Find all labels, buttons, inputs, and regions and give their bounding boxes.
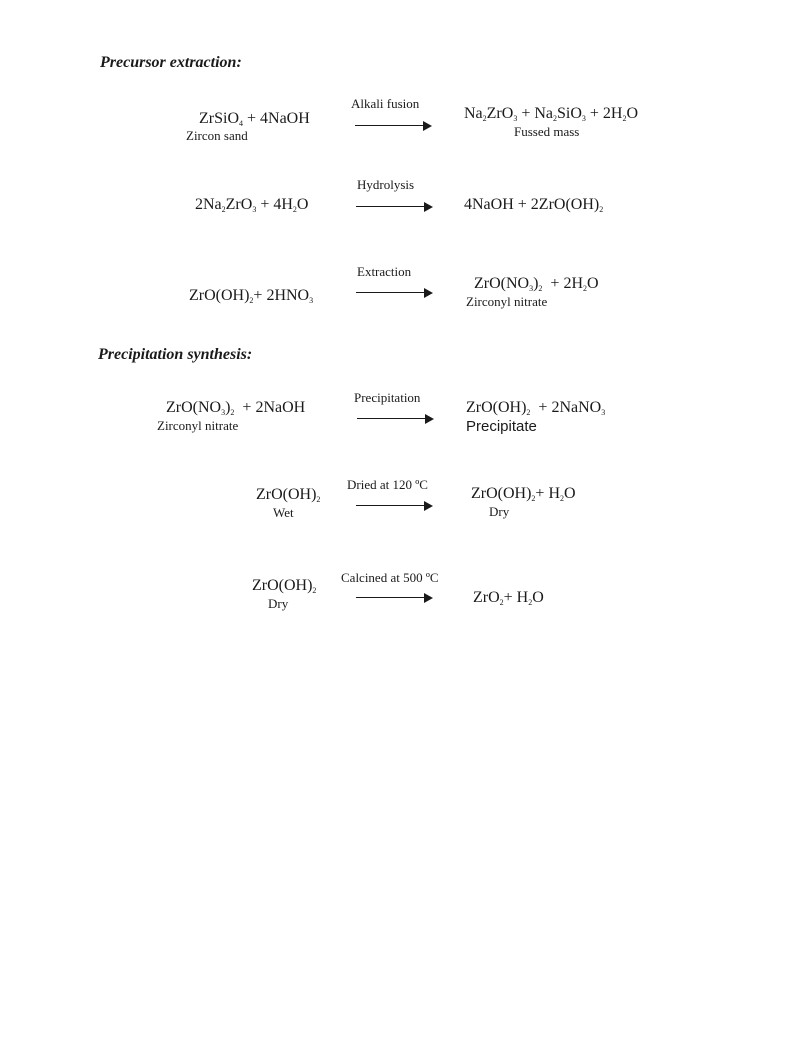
formula-segment: ZrO(OH) [471,485,532,502]
formula-subscript: 2 [499,598,504,607]
formula-subscript: 2 [583,284,587,293]
formula-segment: + H [503,589,529,606]
formula-segment: ZrO(OH) [466,399,527,416]
formula-segment: + Na [517,105,553,122]
reaction-1-product-label: Fussed mass [514,124,580,139]
formula-subscript: 2 [221,205,226,214]
formula-subscript: 2 [316,495,321,504]
formula-segment: Na [464,105,483,122]
formula-segment: + 2H [585,105,623,122]
reaction-6-reactant-label: Dry [268,596,289,611]
formula-segment: + 4H [256,196,293,213]
formula-subscript: 3 [221,408,226,417]
formula-segment: + 4NaOH [243,110,310,127]
formula-segment: ZrSiO [199,110,239,127]
formula-subscript: 2 [528,598,533,607]
formula-subscript: 2 [538,284,543,293]
reaction-5-condition: Dried at 120 ºC [347,477,428,492]
reaction-1-products [464,105,638,123]
formula-segment: ZrO(NO [166,399,222,416]
reaction-6-condition: Calcined at 500 ºC [341,570,439,585]
formula-segment: 2Na [195,196,222,213]
reaction-6-products [473,589,544,607]
reaction-5-reactant-label: Wet [273,505,294,520]
reaction-4-reactant-label: Zirconyl nitrate [157,418,239,433]
formula-subscript: 2 [622,114,627,123]
formula-subscript: 2 [599,205,604,214]
reaction-3-product-label: Zirconyl nitrate [466,294,548,309]
reaction-4-arrow [357,414,434,424]
reaction-6-reactants [252,577,316,595]
formula-subscript: 2 [482,114,487,123]
formula-segment: O [532,589,544,606]
formula-subscript: 2 [292,205,297,214]
reaction-3-reactants [189,287,313,305]
reaction-1-condition: Alkali fusion [351,96,420,111]
formula-segment: + 2NaOH [234,399,306,416]
formula-subscript: 3 [581,114,586,123]
reaction-2-condition: Hydrolysis [357,177,415,192]
reaction-3-arrow [356,288,433,298]
formula-segment: ZrO [225,196,253,213]
formula-subscript: 3 [601,408,606,417]
section-title-precursor-extraction: Precursor extraction: [100,54,242,71]
reaction-6-arrow [356,593,433,603]
reaction-5-product-label: Dry [489,504,510,519]
formula-segment: 4NaOH + 2ZrO(OH) [464,196,600,213]
formula-segment: ZrO(OH) [256,486,317,503]
formula-segment: ) [533,275,539,292]
formula-segment: ZrO [473,589,500,606]
formula-subscript: 3 [252,205,257,214]
formula-subscript: 2 [531,494,536,503]
formula-subscript: 3 [309,296,314,305]
reaction-5-reactants [256,486,320,504]
formula-segment: O [564,485,576,502]
formula-segment: ZrO(NO [474,275,530,292]
formula-subscript: 2 [553,114,557,123]
reaction-2-products [464,196,603,214]
formula-segment: + 2HNO [253,287,310,304]
formula-subscript: 2 [560,494,564,503]
formula-segment: + 2H [542,275,583,292]
reaction-1-reactants [199,110,310,128]
reaction-1-arrow [355,121,432,131]
formula-segment: + 2NaNO [530,399,602,416]
formula-segment: + H [535,485,560,502]
reaction-3-products [474,275,599,293]
formula-segment: O [296,196,309,213]
formula-subscript: 3 [513,114,518,123]
reaction-4-condition: Precipitation [354,390,421,405]
formula-subscript: 2 [249,296,254,305]
formula-segment: SiO [557,105,582,122]
reaction-2-arrow [356,202,433,212]
formula-segment: ) [225,399,231,416]
reaction-3-condition: Extraction [357,264,412,279]
formula-segment: O [626,105,639,122]
reaction-1-reactant-label: Zircon sand [186,128,248,143]
formula-segment: O [587,275,599,292]
reaction-4-products [466,399,605,417]
reaction-5-arrow [356,501,433,511]
formula-segment: ZrO [486,105,514,122]
reaction-2-reactants [195,196,308,214]
formula-subscript: 2 [230,408,235,417]
formula-segment: ZrO(OH) [189,287,250,304]
formula-subscript: 2 [312,586,317,595]
formula-segment: ZrO(OH) [252,577,313,594]
reaction-4-product-label: Precipitate [466,418,537,435]
formula-subscript: 3 [529,284,534,293]
reaction-5-products [471,485,576,503]
formula-subscript: 2 [526,408,531,417]
formula-subscript: 4 [239,119,243,128]
reaction-4-reactants [166,399,305,417]
section-title-precipitation-synthesis: Precipitation synthesis: [98,346,253,363]
